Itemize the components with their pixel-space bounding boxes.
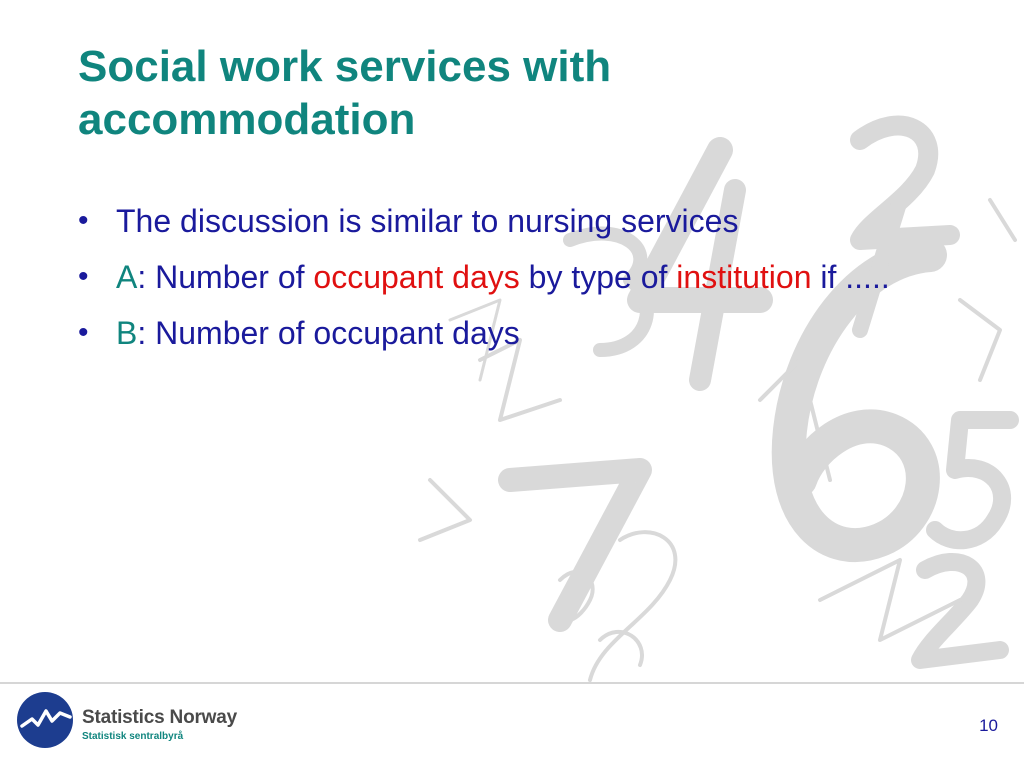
bullet-item: [78, 254, 938, 300]
slide-title: Social work services with accommodation: [78, 42, 612, 144]
statistics-norway-logo: [16, 691, 276, 755]
logo-name: Statistics Norway: [82, 707, 237, 728]
page-number: 10: [979, 716, 998, 735]
bullet-highlight: institution: [676, 259, 812, 295]
logo-subtitle: Statistisk sentralbyrå: [82, 731, 184, 742]
bullet-dot: •: [78, 204, 89, 237]
bullet-item: [78, 198, 938, 244]
bullet-text: The discussion is similar to nursing services: [116, 203, 739, 239]
bullet-dot: •: [78, 316, 89, 349]
bullet-text: by type of: [519, 259, 677, 295]
bullet-label-a: A: [116, 259, 138, 295]
bullet-text: : Number of occupant days: [137, 315, 520, 351]
bullet-text: : Number of: [137, 259, 314, 295]
bullet-list: [78, 198, 938, 366]
bullet-highlight: occupant days: [313, 259, 520, 295]
statistics-norway-logo-icon: [16, 691, 74, 749]
bullet-text: if .....: [811, 259, 890, 295]
bullet-label-b: B: [116, 315, 138, 351]
bullet-item: [78, 310, 938, 356]
footer-divider: [0, 682, 1024, 684]
bullet-dot: •: [78, 260, 89, 293]
